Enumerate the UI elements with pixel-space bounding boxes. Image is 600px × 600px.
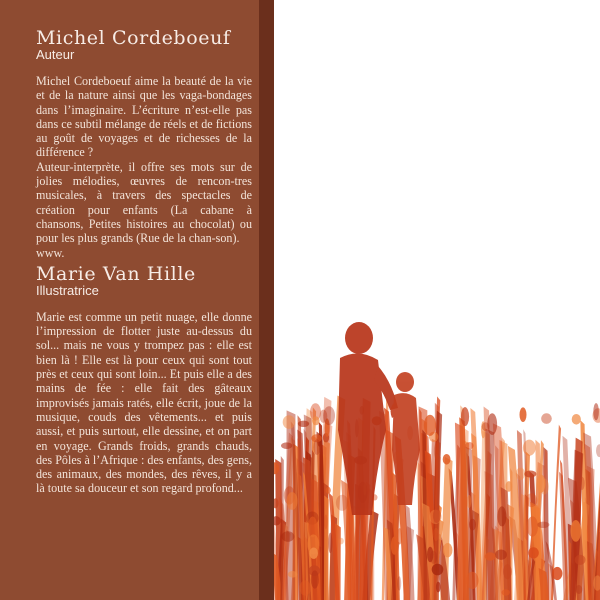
author-role: Auteur [36,47,75,62]
paint-blot [324,515,327,530]
paint-blot [309,548,318,559]
paint-blot [593,403,599,420]
paint-blot [308,517,317,538]
author-section-michel [36,28,252,260]
paint-blot [434,442,440,459]
paint-blot [575,585,582,594]
paint-blot [328,533,332,554]
paint-blot [487,413,497,435]
brush-stroke [324,495,329,600]
paint-blot [503,564,512,579]
paint-blot [397,576,401,590]
paint-blot [299,580,311,595]
paint-blot [281,531,294,542]
paint-blot [281,442,292,449]
illustrator-name: Marie Van Hille [36,262,196,285]
paint-blot [526,493,538,507]
paint-blot [461,407,469,426]
paint-blot [466,572,479,589]
paint-blot [465,442,473,449]
paint-blot [579,477,584,490]
paint-blot [433,508,441,523]
paint-blot [443,543,453,557]
paint-blot [495,550,507,560]
paint-blot [424,415,436,436]
paint-blot [433,528,439,541]
author-name: Michel Cordeboeuf [36,27,231,49]
text-panel [0,0,259,600]
paint-blot [485,552,496,560]
paint-blot [527,516,538,536]
illustrator-role: Illustratrice [36,282,99,298]
paint-blot [323,406,335,425]
paint-blot [283,415,296,429]
paint-blot [311,570,319,588]
author-bio: Michel Cordeboeuf aime la beauté de la vie et de la nature ainsi que les vaga-bondages dans l’imaginaire. L’écriture n’est-elle pas dans ce subtil mélange de réels et de fictions au goût de voyages et de richesses de la différence ? Auteur-interprète, il offre ses mots sur de jolies mélodies, œuvres de rencon-tres musicales, à travers des spectacles de création pour enfants (La cabane à chansons, Petites histoires au chocolat) ou pour les plus grands (Rue de la chan-son). www. [36,74,252,260]
paint-blot [506,481,513,492]
paint-blot [287,492,298,510]
illustrator-bio: Marie est comme un petit nuage, elle donne l’impression de flotter juste au-dessus du sol... mais ne vous y trompez pas : elle est bien là ! Elle est là pour ceux qui sont tout près et ceux qui sont loin... Et puis elle a des mains de fée : elle fait des gâteaux improvisés jamais ratés, elle écrit, joue de la musique, couds des vêtements... et puis aussi, et puis surtout, elle dessine, et on part en voyage. Grands froids, grands chauds, des Pôles à l’Afrique : des enfants, des gens, des animaux, des mondes, des rêves, il y a là toute sa douceur et son regard profond... [36,309,252,496]
paint-blot [528,547,539,558]
paint-blot [575,555,586,565]
paint-blot [298,421,309,427]
paint-blot [288,571,298,578]
paint-blot [339,538,344,545]
paint-blot [312,416,320,425]
paint-blot [571,520,582,542]
paint-blot [497,506,506,526]
paint-blot [537,522,549,528]
watercolor-illustration [274,300,600,600]
paint-blot [469,519,476,531]
paint-blot [467,495,471,508]
paint-blot [326,487,331,494]
paint-blot [443,454,451,465]
paint-blot [336,495,348,511]
paint-blot [572,414,581,425]
paint-blot [436,582,441,593]
spine-divider [259,0,274,600]
paint-blot [313,439,320,455]
paint-blot [541,413,552,424]
paint-blot [552,567,562,580]
paint-blot [397,528,402,544]
paint-blot [502,589,510,595]
paint-blot [520,407,527,422]
paint-blot [596,444,600,457]
paint-blot [523,440,536,456]
paint-blot [391,536,398,554]
author-section-marie [36,264,252,496]
author-bios [36,28,252,496]
paint-blot [432,564,444,576]
paint-blot [524,471,536,478]
paint-blot [537,475,546,493]
paint-blot [427,547,433,563]
watercolor-field [274,395,600,600]
paint-blot [516,468,525,480]
